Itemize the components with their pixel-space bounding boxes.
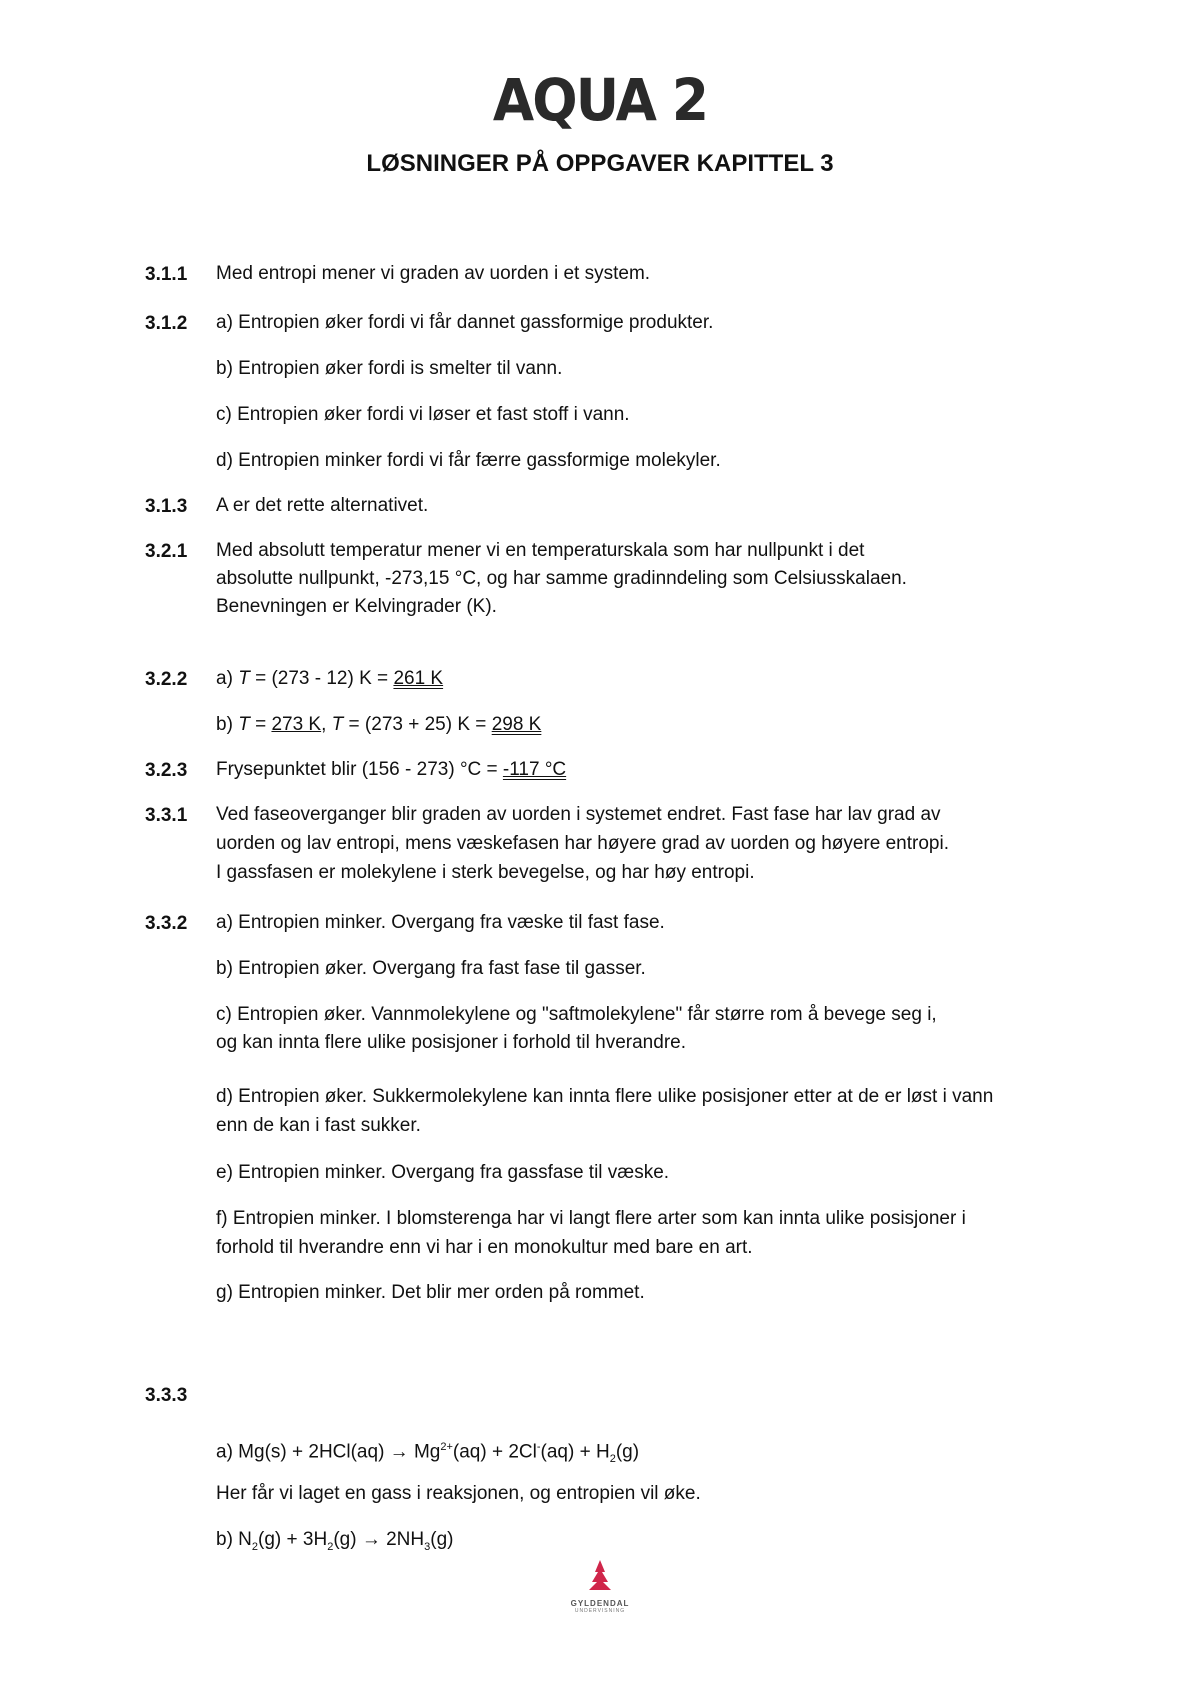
answer-3-1-2-a: a) Entropien øker fordi vi får dannet gassformige produkter. (216, 312, 714, 333)
answer-3-1-3: A er det rette alternativet. (216, 495, 429, 516)
answer-3-3-2-f-line1: f) Entropien minker. I blomsterenga har vi langt flere arter som kan innta ulike posisjoner i (216, 1208, 966, 1229)
temperature-symbol: T (238, 668, 250, 689)
equation-3-3-3-a (216, 1433, 639, 1473)
subscript: 3 (424, 1540, 431, 1553)
temperature-symbol: T (331, 714, 344, 735)
equation: = (273 + 25) K = (343, 714, 492, 735)
aqua-logo: AQUA 2 (492, 66, 708, 134)
answer-3-1-2-b: b) Entropien øker fordi is smelter til vann. (216, 358, 563, 379)
publisher-subtitle: UNDERVISNING (574, 1608, 626, 1614)
answer-3-3-2-c-line1: c) Entropien øker. Vannmolekylene og "saftmolekylene" får større rom å bevege seg i, (216, 1004, 937, 1025)
task-number-3-3-2: 3.3.2 (145, 913, 188, 934)
answer-3-2-1-line2: absolutte nullpunkt, -273,15 °C, og har samme gradinndeling som Celsiusskalaen. (216, 568, 907, 589)
charge: - (536, 1441, 541, 1453)
task-number-3-2-1: 3.2.1 (145, 541, 188, 562)
answer-3-2-1-line1: Med absolutt temperatur mener vi en temperaturskala som har nullpunkt i det (216, 540, 865, 561)
answer-3-1-1: Med entropi mener vi graden av uorden i et system. (216, 263, 651, 284)
subscript: 2 (609, 1453, 616, 1466)
answer-3-3-1-line3: I gassfasen er molekylene i sterk bevegelse, og har høy entropi. (216, 862, 755, 883)
answer-3-3-2-d-line1: d) Entropien øker. Sukkermolekylene kan innta flere ulike posisjoner etter at de er løst i vann (216, 1086, 994, 1107)
equation-part: (g) + 3H (258, 1529, 328, 1550)
equation-part: (aq) + 2Cl (452, 1441, 537, 1463)
answer-3-3-2-d-line2: enn de kan i fast sukker. (216, 1115, 421, 1136)
answer-3-3-1-line2: uorden og lav entropi, mens væskefasen har høyere grad av uorden og høyere entropi. (216, 833, 949, 854)
separator: , (321, 714, 332, 735)
equation-3-3-3-b (216, 1526, 453, 1561)
task-number-3-1-3: 3.1.3 (145, 496, 188, 517)
subscript: 2 (251, 1540, 259, 1553)
answer-3-3-2-f-line2: forhold til hverandre enn vi har i en monokultur med bare en art. (216, 1237, 753, 1258)
equation: = (273 - 12) K = (249, 668, 394, 689)
answer-3-3-2-g: g) Entropien minker. Det blir mer orden på rommet. (216, 1282, 645, 1303)
task-number-3-3-1: 3.3.1 (145, 805, 188, 826)
answer-3-2-1-line3: Benevningen er Kelvingrader (K). (216, 596, 497, 617)
subscript: 2 (327, 1540, 334, 1553)
equation-part: (g) → 2NH (333, 1529, 425, 1550)
equation-part: b) N (216, 1529, 252, 1550)
answer-3-3-2-e: e) Entropien minker. Overgang fra gassfase til væske. (216, 1162, 670, 1183)
answer-3-3-2-c-line2: og kan innta flere ulike posisjoner i forhold til hverandre. (216, 1032, 686, 1053)
tree-icon (587, 1560, 613, 1594)
answer-3-1-2-c: c) Entropien øker fordi vi løser et fast stoff i vann. (216, 404, 630, 425)
task-number-3-1-1: 3.1.1 (145, 264, 188, 285)
equals: = (249, 714, 272, 735)
publisher-logo (560, 1560, 640, 1614)
answer-3-2-2-a (216, 665, 443, 693)
page-title: LØSNINGER PÅ OPPGAVER KAPITTEL 3 (366, 150, 834, 177)
task-number-3-2-2: 3.2.2 (145, 669, 188, 690)
final-answer: 261 K (393, 668, 444, 689)
equation-part: (g) (430, 1529, 454, 1550)
final-answer: 298 K (491, 714, 542, 735)
answer-3-3-3-a-text: Her får vi laget en gass i reaksjonen, og entropien vil øke. (216, 1483, 701, 1504)
temperature-symbol: T (238, 714, 250, 735)
intermediate-answer: 273 K (271, 714, 322, 735)
answer-3-2-3 (216, 756, 566, 784)
task-number-3-3-3: 3.3.3 (145, 1385, 188, 1406)
task-number-3-1-2: 3.1.2 (145, 313, 188, 334)
publisher-name: GYLDENDAL (570, 1599, 630, 1608)
charge: 2+ (440, 1441, 453, 1453)
prefix: b) (216, 714, 239, 735)
answer-3-1-2-d: d) Entropien minker fordi vi får færre gassformige molekyler. (216, 450, 721, 471)
answer-3-2-2-b (216, 711, 541, 739)
equation: Frysepunktet blir (156 - 273) °C = (216, 759, 503, 780)
answer-3-3-1-line1: Ved faseoverganger blir graden av uorden i systemet endret. Fast fase har lav grad av (216, 804, 941, 825)
answer-3-3-2-a: a) Entropien minker. Overgang fra væske til fast fase. (216, 912, 665, 933)
equation-part: (aq) + H (540, 1441, 610, 1463)
answer-3-3-2-b: b) Entropien øker. Overgang fra fast fase til gasser. (216, 958, 646, 979)
prefix: a) (216, 668, 239, 689)
equation-part: (g) (615, 1441, 640, 1463)
final-answer: -117 °C (502, 759, 567, 780)
task-number-3-2-3: 3.2.3 (145, 760, 188, 781)
equation-part: a) Mg(s) + 2HCl(aq) → Mg (216, 1441, 441, 1463)
